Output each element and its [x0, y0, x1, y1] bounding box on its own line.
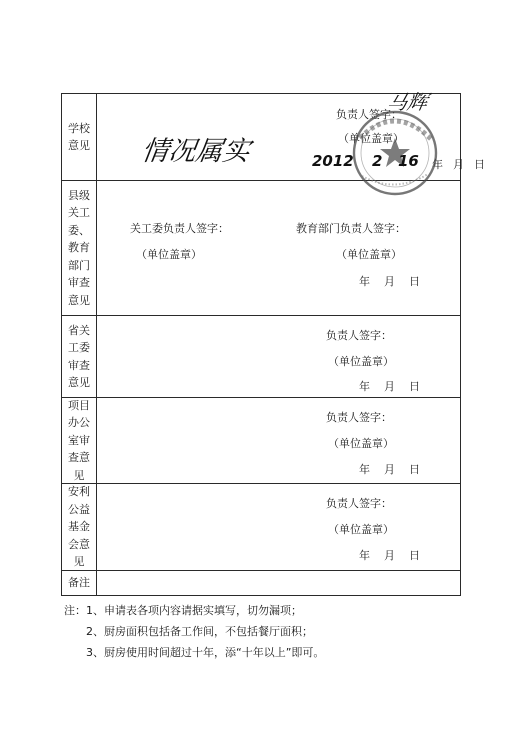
province-signer-label: 负责人签字：: [326, 329, 392, 342]
handwritten-signature: [385, 87, 436, 117]
fund-opinion-label: 安利公益基金会意见: [68, 485, 90, 569]
project-month: 月: [384, 463, 395, 476]
handwritten-date-day: 16: [398, 152, 419, 170]
fund-seal-label: （单位盖章）: [328, 523, 394, 536]
remarks-label: 备注: [68, 576, 90, 590]
handwritten-opinion: [139, 128, 260, 170]
education-signer-label: 教育部门负责人签字：: [296, 222, 406, 235]
school-signer-label: 负责人签字：: [336, 108, 402, 121]
province-review-label: 省关工委审查意见: [68, 323, 90, 389]
fund-day: 日: [409, 549, 420, 562]
province-year: 年: [359, 380, 370, 393]
province-day: 日: [409, 380, 420, 393]
handwritten-date-year: 2012: [312, 152, 354, 170]
fund-opinion-row: [62, 484, 460, 571]
project-office-label: 项目办公室审查意见: [68, 398, 90, 482]
fund-signer-label: 负责人签字：: [326, 497, 392, 510]
project-seal-label: （单位盖章）: [328, 437, 394, 450]
province-review-row: [62, 316, 460, 398]
school-seal-label: （单位盖章）: [338, 132, 404, 145]
remarks-row: [62, 571, 460, 595]
form-notes: [64, 600, 324, 663]
project-year: 年: [359, 463, 370, 476]
fund-year: 年: [359, 549, 370, 562]
education-seal-label: （单位盖章）: [336, 248, 402, 261]
notes-prefix: 注：: [64, 604, 86, 617]
handwritten-signature-text: 马辉: [385, 90, 430, 114]
note-item: 3、厨房使用时间超过十年，添“十年以上”即可。: [86, 646, 325, 659]
project-office-row: [62, 398, 460, 484]
committee-seal-label: （单位盖章）: [136, 248, 202, 261]
handwritten-date-month: 2: [372, 152, 383, 170]
province-month: 月: [384, 380, 395, 393]
handwritten-date: [312, 148, 442, 174]
county-day: 日: [409, 275, 420, 288]
project-signer-label: 负责人签字：: [326, 411, 392, 424]
county-review-label: 县级关工委、教育部门审查意见: [68, 188, 90, 307]
project-day: 日: [409, 463, 420, 476]
county-month: 月: [384, 275, 395, 288]
school-date-suffix: 年月日: [432, 158, 495, 171]
county-review-row: [62, 181, 460, 316]
committee-signer-label: 关工委负责人签字：: [130, 222, 229, 235]
county-year: 年: [359, 275, 370, 288]
province-seal-label: （单位盖章）: [328, 355, 394, 368]
note-item: 1、申请表各项内容请据实填写，切勿漏项；: [86, 604, 302, 617]
fund-month: 月: [384, 549, 395, 562]
school-opinion-label: 学校意见: [68, 121, 90, 152]
note-item: 2、厨房面积包括备工作间，不包括餐厅面积；: [86, 625, 313, 638]
handwritten-opinion-text: 情况属实: [139, 136, 252, 167]
